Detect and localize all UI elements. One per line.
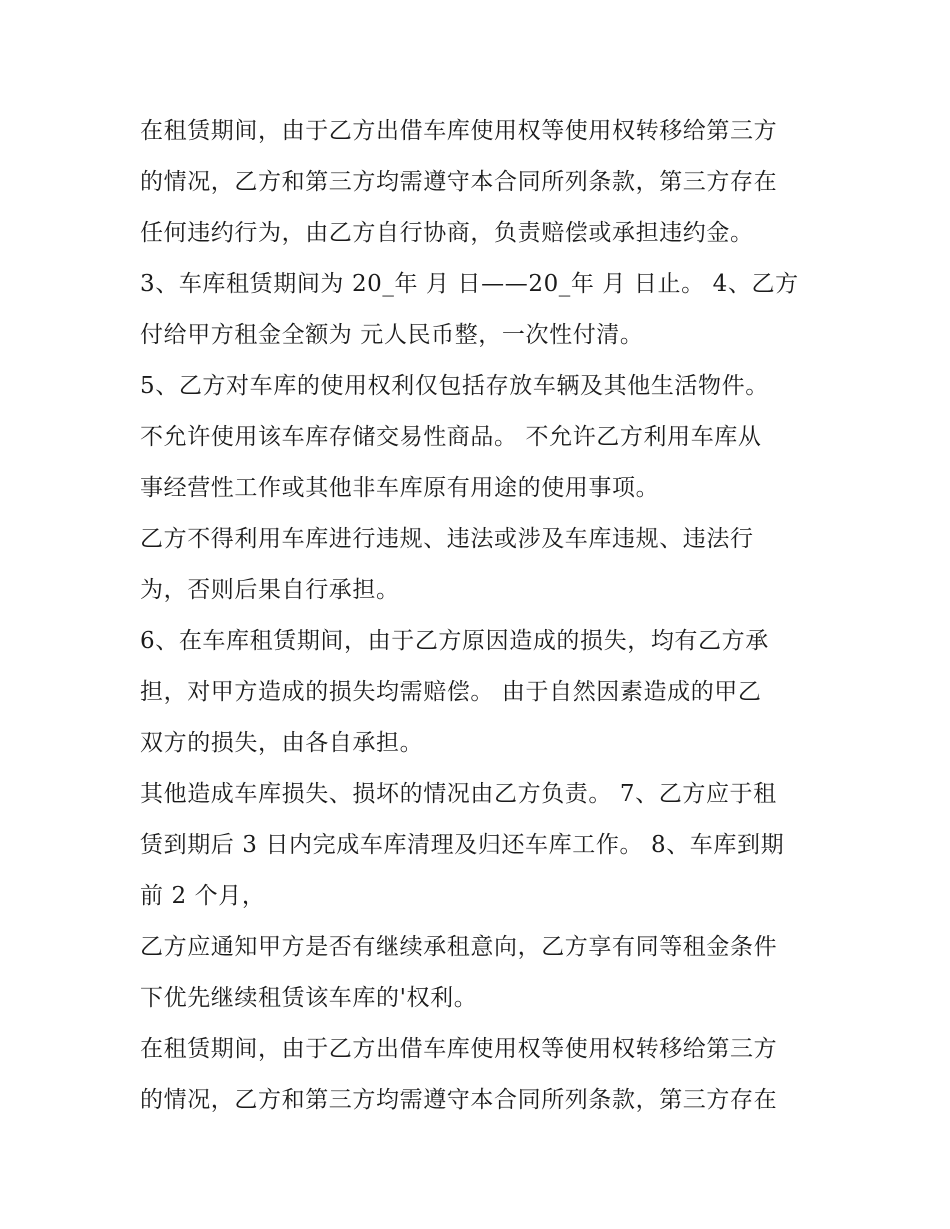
text-line: 不允许使用该车库存储交易性商品。 不允许乙方利用车库从 xyxy=(140,424,762,450)
text-line: 担，对甲方造成的损失均需赔偿。 由于自然因素造成的甲乙 xyxy=(140,679,762,705)
text-line: 6、在车库租赁期间，由于乙方原因造成的损失，均有乙方承 xyxy=(140,628,769,654)
text-line: 在租赁期间，由于乙方出借车库使用权等使用权转移给第三方 xyxy=(140,1036,778,1062)
text-line: 前 2 个月， xyxy=(140,883,266,909)
text-line: 的情况，乙方和第三方均需遵守本合同所列条款，第三方存在 xyxy=(140,1087,778,1113)
text-line: 为，否则后果自行承担。 xyxy=(140,577,400,603)
text-line: 事经营性工作或其他非车库原有用途的使用事项。 xyxy=(140,475,660,501)
text-line: 任何违约行为，由乙方自行协商，负责赔偿或承担违约金。 xyxy=(140,220,754,246)
text-line: 赁到期后 3 日内完成车库清理及归还车库工作。 8、车库到期 xyxy=(140,832,785,858)
text-line: 在租赁期间，由于乙方出借车库使用权等使用权转移给第三方 xyxy=(140,118,778,144)
text-line: 3、车库租赁期间为 20_年 月 日——20_年 月 日止。 4、乙方 xyxy=(140,271,799,297)
text-line: 乙方应通知甲方是否有继续承租意向，乙方享有同等租金条件 xyxy=(140,934,778,960)
text-line: 下优先继续租赁该车库的'权利。 xyxy=(140,985,478,1011)
text-line: 的情况，乙方和第三方均需遵守本合同所列条款，第三方存在 xyxy=(140,169,778,195)
text-line: 付给甲方租金全额为 元人民币整，一次性付清。 xyxy=(140,322,644,348)
text-line: 5、乙方对车库的使用权利仅包括存放车辆及其他生活物件。 xyxy=(140,373,769,399)
text-line: 双方的损失，由各自承担。 xyxy=(140,730,424,756)
contract-text xyxy=(140,106,820,1126)
text-line: 乙方不得利用车库进行违规、违法或涉及车库违规、违法行 xyxy=(140,526,754,552)
text-line: 其他造成车库损失、损坏的情况由乙方负责。 7、乙方应于租 xyxy=(140,781,777,807)
